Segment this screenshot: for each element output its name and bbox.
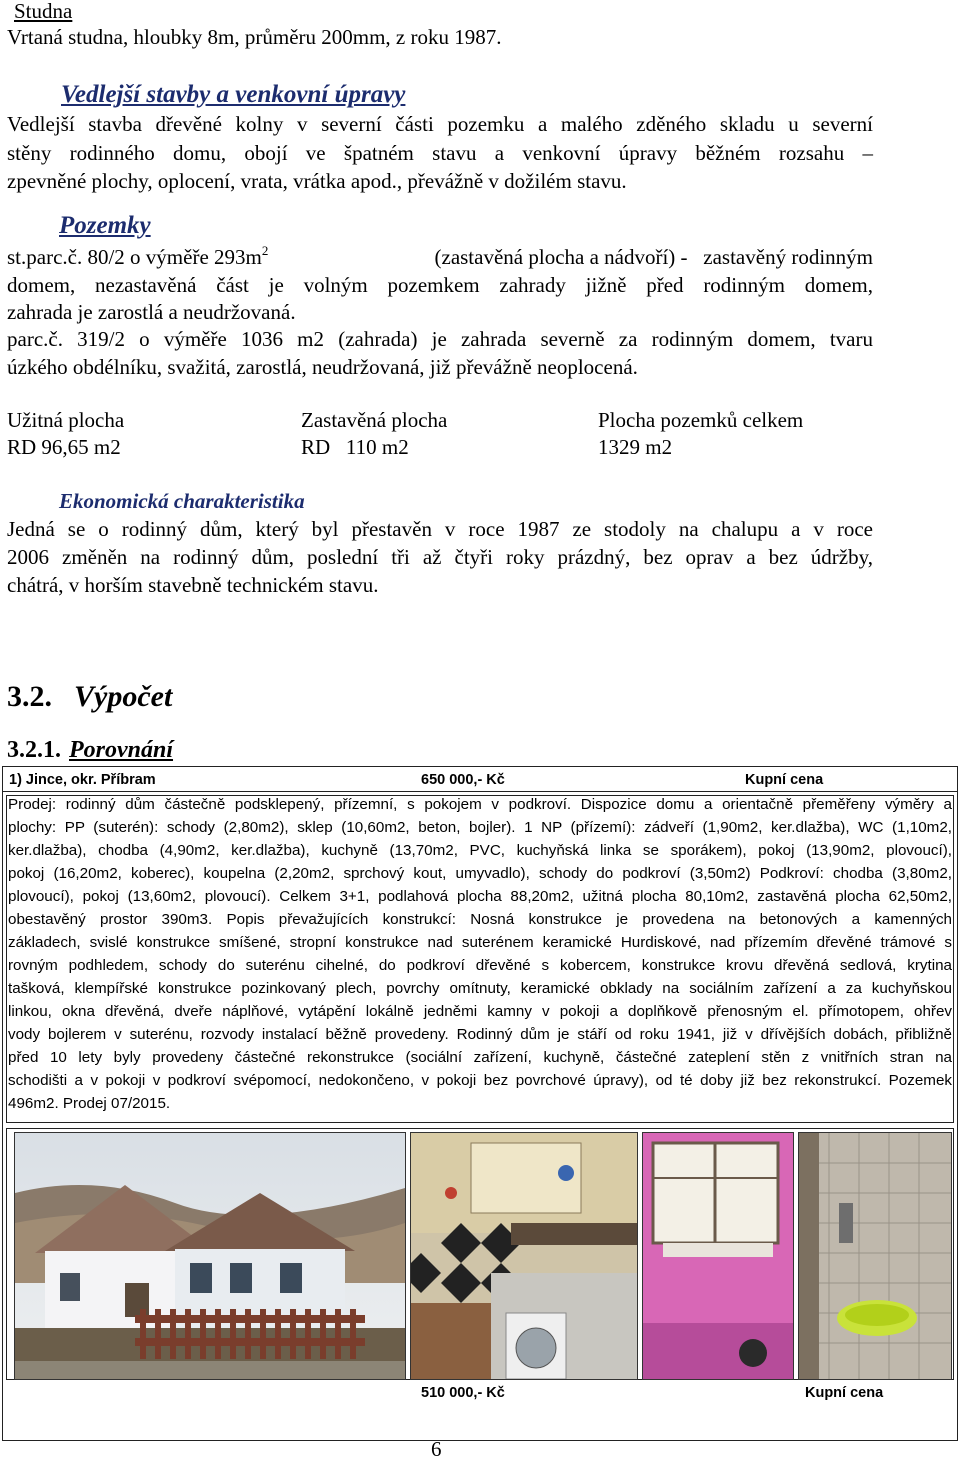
pozemky-heading: Pozemky — [59, 212, 151, 239]
item1-line: základech, svislé konstrukce smíšené, stropní konstrukce nad suterénem keramické Hurdiskové, nad přízemím dřevěné trámové s — [8, 934, 952, 951]
pozemky-parcel-1-sup: 2 — [261, 243, 269, 258]
item1-line: ker.dlažba), chodba (4,90m2, ker.dlažba), kuchyně (13,70m2, PVC, kuchyňská linka se sporákem), pokoj (13,90m2, plovoucí), — [8, 842, 952, 859]
vedlejsi-line-1: Vedlejší stavba dřevěné kolny v severní části pozemku a malého zděného skladu u severní — [7, 112, 873, 136]
section-porovnani-number: 3.2.1. — [7, 737, 61, 763]
area-header-pozemky: Plocha pozemků celkem — [598, 408, 804, 432]
section-porovnani-title: Porovnání — [69, 737, 174, 763]
area-value-pozemky: 1329 m2 — [598, 435, 673, 459]
item1-line: Prodej: rodinný dům částečně podsklepený, přízemní, s pokojem v podkroví. Dispozice domu a orientačně přeměřeny výměry a — [8, 796, 952, 813]
pozemky-line-4: parc.č. 319/2 o výměře 1036 m2 (zahrada) je zahrada severně za rodinným domem, tvaru — [7, 327, 873, 351]
section-vypocet-number: 3.2. — [7, 680, 52, 713]
item1-line: vody bojlerem v suterénu, rozvody instalací běžně provedeny. Rodinný dům je stáří od roku 1941, již v dřívějších dobách, přibližně — [8, 1026, 952, 1043]
room-photo — [642, 1132, 794, 1380]
item1-line: plovoucí), pokoj (13,60m2, plovoucí). Celkem 3+1, podlahová plocha 88,20m2, užitná plocha 80,10m2, zastavěná plocha 62,50m2, — [8, 888, 952, 905]
section-porovnani — [7, 735, 173, 765]
item2-price: 510 000,- Kč — [421, 1385, 505, 1401]
item1-line: plochy: PP (suterén): schody (2,80m2), sklep (10,60m2, beton, bojler). 1 NP (přízemí): zádveří (1,90m2, ker.dlažba), WC (1,10m2, — [8, 819, 952, 836]
item1-line: 496m2. Prodej 07/2015. — [8, 1095, 171, 1112]
item1-line: před 10 lety byly provedeny částečné rekonstrukce (sociální zařízení, kuchyně, částečné zateplení stěn z vnitřních stran na — [8, 1049, 952, 1066]
pozemky-line-1 — [7, 243, 873, 271]
pozemky-line-2: domem, nezastavěná část je volným pozemkem zahrady jižně před rodinným domem, — [7, 273, 873, 297]
section-vypocet — [7, 678, 172, 716]
item2-price-label: Kupní cena — [805, 1385, 884, 1401]
item1-line: rovným podhledem, schody do suterénu cihelné, do podkroví dřevěné s kobercem, konstrukce krovu dřevěná sedlová, krytina — [8, 957, 952, 974]
item1-line: tašková, klempířské konstrukce pozinkovaný plech, povrchy omítnuty, keramické obklady na sociálním zařízení a za kuchyňskou — [8, 980, 952, 997]
ekonomicka-line-2: 2006 změněn na rodinný dům, poslední tři až čtyři roky prázdný, bez oprav a bez údržby, — [7, 545, 873, 569]
pozemky-parcel-1 — [7, 243, 268, 271]
comparison-header-divider — [2, 791, 958, 792]
item1-line: schodišti a v pokoji v podkroví svépomocí, nedokončeno, v pokoji bez povrchové úpravy), od té doby již bez rekonstrukcí. Pozemek — [8, 1072, 952, 1089]
item1-line: pokoj (16,20m2, koberec), koupelna (2,20m2, sprchový kout, umyvadlo), schody do podkroví (3,50m2) Podkroví: chodba (3,80m2, — [8, 865, 952, 882]
area-header-zastavena: Zastavěná plocha — [301, 408, 448, 432]
pozemky-line-3: zahrada je zarostlá a neudržovaná. — [7, 300, 296, 324]
item1-line: obestavěný prostor 390m3. Popis převažujících konstrukcí: Nosná konstrukce je provedena na betonových a kamenných — [8, 911, 952, 928]
item1-header: 1) Jince, okr. Příbram — [9, 772, 156, 788]
ekonomicka-line-3: chátrá, v horším stavebně technickém stavu. — [7, 573, 379, 597]
studna-heading: Studna — [14, 0, 73, 23]
pozemky-parcel-1-text: st.parc.č. 80/2 o výměře 293m — [7, 245, 262, 269]
area-value-zastavena: RD 110 m2 — [301, 435, 409, 459]
pozemky-line-5: úzkého obdélníku, svažitá, zarostlá, neudržovaná, již převážně neoplocená. — [7, 355, 638, 379]
vedlejsi-heading: Vedlejší stavby a venkovní úpravy — [61, 81, 406, 108]
section-vypocet-title: Výpočet — [74, 680, 173, 713]
vedlejsi-line-2: stěny rodinného domu, obojí ve špatném stavu a venkovní úpravy běžném rozsahu – — [7, 141, 873, 165]
ekonomicka-line-1: Jedná se o rodinný dům, který byl přestavěn v roce 1987 ze stodoly na chalupu a v roce — [7, 517, 873, 541]
item1-price-label: Kupní cena — [745, 772, 824, 788]
house-exterior-photo — [14, 1132, 406, 1380]
vedlejsi-line-3: zpevněné plochy, oplocení, vrata, vrátka apod., převážně v dožilém stavu. — [7, 169, 627, 193]
kitchen-photo — [410, 1132, 638, 1380]
item1-price: 650 000,- Kč — [421, 772, 505, 788]
ekonomicka-heading: Ekonomická charakteristika — [59, 489, 305, 513]
pozemky-parcel-1-desc: (zastavěná plocha a nádvoří) - zastavěný rodinným — [429, 245, 873, 269]
bathroom-photo — [798, 1132, 952, 1380]
item1-line: linkou, okna dřevěná, dveře náplňové, vytápění lokálně jedněmi kamny v pokoji a doplňkově přenosným el. přímotopem, ohřev — [8, 1003, 952, 1020]
page-number: 6 — [431, 1437, 442, 1461]
area-header-uzitna: Užitná plocha — [7, 408, 125, 432]
area-value-uzitna: RD 96,65 m2 — [7, 435, 121, 459]
studna-text: Vrtaná studna, hloubky 8m, průměru 200mm, z roku 1987. — [7, 25, 502, 49]
